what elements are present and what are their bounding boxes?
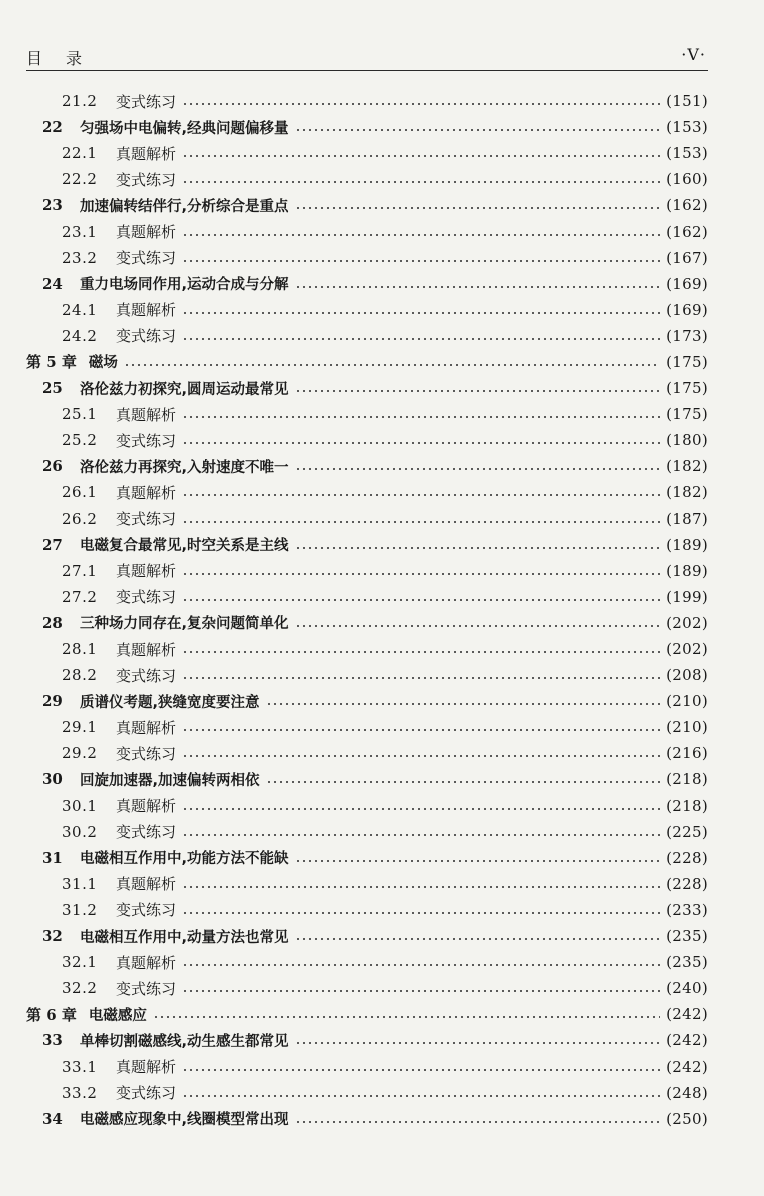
- toc-entry-number: 28: [42, 613, 63, 632]
- toc-entry-title: 变式练习: [116, 170, 177, 189]
- toc-entry-number: 23.1: [62, 222, 98, 241]
- dot-leader: [182, 599, 660, 601]
- toc-entry-page: (162): [666, 222, 708, 241]
- toc-entry-section[interactable]: [26, 740, 708, 766]
- toc-entry-page: (162): [666, 196, 708, 215]
- toc-entry-title: 真题解析: [116, 640, 177, 659]
- dot-leader: [295, 625, 661, 627]
- toc-entry-number: 31.1: [62, 874, 98, 893]
- toc-entry-page: (242): [666, 1005, 708, 1024]
- toc-entry-page: (225): [666, 822, 708, 841]
- toc-entry-section[interactable]: [26, 427, 708, 453]
- toc-entry-title: 真题解析: [116, 483, 177, 502]
- toc-entry-number: 34: [42, 1109, 63, 1128]
- toc-entry-title: 变式练习: [116, 92, 177, 111]
- toc-entry-page: (233): [666, 900, 708, 919]
- toc-entry-number: 23.2: [62, 248, 98, 267]
- toc-entry-title: 真题解析: [116, 405, 177, 424]
- toc-entry-number: 33.1: [62, 1057, 98, 1076]
- toc-entry-title: 真题解析: [116, 953, 177, 972]
- toc-entry-title: 电磁相互作用中,功能方法不能缺: [80, 851, 289, 868]
- toc-entry-title: 变式练习: [116, 744, 177, 763]
- dot-leader: [295, 207, 661, 209]
- toc-entry-number: 22.1: [62, 144, 98, 163]
- toc-entry-page: (202): [666, 613, 708, 632]
- toc-entry-section[interactable]: [26, 166, 708, 192]
- toc-entry-page: (180): [666, 431, 708, 450]
- toc-entry-title: 真题解析: [116, 797, 177, 816]
- page-header: [26, 42, 708, 71]
- dot-leader: [182, 912, 660, 914]
- toc-entry-section[interactable]: [26, 88, 708, 114]
- toc-entry-title: 真题解析: [116, 875, 177, 894]
- toc-entry-topic[interactable]: [26, 532, 708, 558]
- toc-entry-number: 27: [42, 535, 63, 554]
- toc-entry-title: 变式练习: [116, 666, 177, 685]
- toc-entry-section[interactable]: [26, 714, 708, 740]
- toc-entry-number: 32.1: [62, 953, 98, 972]
- header-title-char-1: 目: [26, 49, 45, 68]
- toc-entry-number: 27.1: [62, 561, 98, 580]
- toc-entry-page: (216): [666, 744, 708, 763]
- toc-entry-title: 真题解析: [116, 718, 177, 737]
- toc-entry-number: 21.2: [62, 92, 98, 111]
- toc-entry-page: (242): [666, 1031, 708, 1050]
- dot-leader: [182, 573, 660, 575]
- toc-entry-page: (173): [666, 326, 708, 345]
- dot-leader: [295, 938, 661, 940]
- toc-entry-page: (210): [666, 692, 708, 711]
- toc-entry-page: (218): [666, 770, 708, 789]
- toc-entry-number: 28.1: [62, 640, 98, 659]
- toc-entry-topic[interactable]: [26, 610, 708, 636]
- toc-entry-number: 28.2: [62, 666, 98, 685]
- dot-leader: [182, 442, 660, 444]
- toc-entry-number: 26: [42, 457, 63, 476]
- toc-entry-number: 第 6 章: [26, 1005, 77, 1024]
- toc-entry-page: (210): [666, 718, 708, 737]
- toc-entry-topic[interactable]: [26, 766, 708, 792]
- dot-leader: [295, 468, 661, 470]
- dot-leader: [182, 886, 660, 888]
- toc-entry-number: 32: [42, 927, 63, 946]
- toc-entry-page: (169): [666, 300, 708, 319]
- toc-entry-topic[interactable]: [26, 923, 708, 949]
- toc-entry-page: (182): [666, 457, 708, 476]
- dot-leader: [182, 964, 660, 966]
- toc-entry-title: 变式练习: [116, 327, 177, 346]
- toc-entry-page: (182): [666, 483, 708, 502]
- toc-entry-number: 33.2: [62, 1083, 98, 1102]
- toc-entry-section[interactable]: [26, 897, 708, 923]
- table-of-contents: [26, 88, 708, 1132]
- toc-entry-topic[interactable]: [26, 453, 708, 479]
- toc-entry-section[interactable]: [26, 584, 708, 610]
- toc-entry-page: (187): [666, 509, 708, 528]
- toc-entry-title: 加速偏转结伴行,分析综合是重点: [80, 198, 289, 215]
- dot-leader: [182, 808, 660, 810]
- toc-entry-page: (189): [666, 535, 708, 554]
- toc-entry-number: 25.2: [62, 431, 98, 450]
- toc-entry-title: 回旋加速器,加速偏转两相依: [80, 772, 260, 789]
- toc-entry-title: 单棒切割磁感线,动生感生都常见: [80, 1033, 289, 1050]
- toc-entry-title: 匀强场中电偏转,经典问题偏移量: [80, 120, 289, 137]
- toc-entry-number: 29: [42, 692, 63, 711]
- toc-entry-section[interactable]: [26, 558, 708, 584]
- dot-leader: [295, 1042, 661, 1044]
- toc-entry-page: (175): [666, 352, 708, 371]
- toc-entry-page: (169): [666, 274, 708, 293]
- toc-entry-page: (167): [666, 248, 708, 267]
- dot-leader: [182, 677, 660, 679]
- toc-entry-number: 30.1: [62, 796, 98, 815]
- dot-leader: [182, 234, 660, 236]
- toc-entry-number: 24.1: [62, 300, 98, 319]
- toc-entry-page: (160): [666, 170, 708, 189]
- toc-entry-page: (228): [666, 874, 708, 893]
- dot-leader: [182, 1095, 660, 1097]
- toc-entry-title: 变式练习: [116, 249, 177, 268]
- toc-entry-title: 变式练习: [116, 823, 177, 842]
- toc-entry-title: 真题解析: [116, 562, 177, 581]
- toc-entry-section[interactable]: [26, 297, 708, 323]
- toc-entry-title: 磁场: [88, 355, 118, 372]
- toc-entry-title: 电磁相互作用中,动量方法也常见: [80, 929, 289, 946]
- toc-entry-page: (151): [666, 92, 708, 111]
- toc-entry-number: 30.2: [62, 822, 98, 841]
- toc-entry-section[interactable]: [26, 636, 708, 662]
- toc-entry-number: 25.1: [62, 405, 98, 424]
- toc-entry-page: (208): [666, 666, 708, 685]
- toc-entry-number: 30: [42, 770, 63, 789]
- toc-entry-title: 真题解析: [116, 1058, 177, 1077]
- dot-leader: [182, 416, 660, 418]
- toc-entry-section[interactable]: [26, 479, 708, 505]
- toc-entry-title: 变式练习: [116, 510, 177, 529]
- toc-entry-page: (235): [666, 953, 708, 972]
- dot-leader: [182, 990, 660, 992]
- toc-entry-number: 26.2: [62, 509, 98, 528]
- dot-leader: [295, 860, 661, 862]
- toc-entry-chapter[interactable]: [26, 1001, 708, 1027]
- toc-entry-topic[interactable]: [26, 1027, 708, 1053]
- toc-entry-title: 真题解析: [116, 223, 177, 242]
- dot-leader: [153, 1016, 660, 1018]
- toc-entry-title: 真题解析: [116, 144, 177, 163]
- toc-entry-number: 27.2: [62, 587, 98, 606]
- toc-entry-title: 变式练习: [116, 1084, 177, 1103]
- dot-leader: [266, 703, 661, 705]
- dot-leader: [266, 781, 661, 783]
- toc-entry-page: (175): [666, 405, 708, 424]
- toc-entry-number: 29.1: [62, 718, 98, 737]
- toc-entry-title: 质谱仪考题,狭缝宽度要注意: [80, 694, 260, 711]
- toc-entry-section[interactable]: [26, 218, 708, 244]
- header-title: [26, 46, 84, 69]
- toc-entry-number: 29.2: [62, 744, 98, 763]
- toc-entry-section[interactable]: [26, 819, 708, 845]
- toc-entry-section[interactable]: [26, 793, 708, 819]
- dot-leader: [295, 1121, 661, 1123]
- toc-entry-number: 32.2: [62, 979, 98, 998]
- dot-leader: [182, 312, 660, 314]
- header-page-number: ·Ⅴ·: [681, 45, 706, 64]
- toc-entry-number: 26.1: [62, 483, 98, 502]
- toc-entry-topic[interactable]: [26, 375, 708, 401]
- toc-entry-page: (240): [666, 979, 708, 998]
- dot-leader: [182, 834, 660, 836]
- dot-leader: [295, 547, 661, 549]
- toc-entry-title: 电磁复合最常见,时空关系是主线: [80, 538, 289, 555]
- dot-leader: [295, 390, 661, 392]
- toc-entry-page: (153): [666, 144, 708, 163]
- toc-entry-chapter[interactable]: [26, 349, 708, 375]
- toc-entry-page: (199): [666, 587, 708, 606]
- toc-entry-page: (189): [666, 561, 708, 580]
- dot-leader: [182, 651, 660, 653]
- toc-entry-title: 重力电场同作用,运动合成与分解: [80, 277, 289, 294]
- toc-entry-topic[interactable]: [26, 688, 708, 714]
- toc-entry-title: 电磁感应: [88, 1007, 147, 1024]
- toc-entry-section[interactable]: [26, 323, 708, 349]
- toc-entry-section[interactable]: [26, 140, 708, 166]
- toc-entry-page: (202): [666, 640, 708, 659]
- toc-entry-title: 电磁感应现象中,线圈模型常出现: [80, 1112, 289, 1129]
- toc-entry-title: 变式练习: [116, 431, 177, 450]
- toc-entry-title: 三种场力同存在,复杂问题简单化: [80, 616, 289, 633]
- toc-entry-section[interactable]: [26, 662, 708, 688]
- toc-entry-section[interactable]: [26, 949, 708, 975]
- toc-entry-title: 变式练习: [116, 979, 177, 998]
- toc-entry-topic[interactable]: [26, 114, 708, 140]
- dot-leader: [182, 260, 660, 262]
- toc-entry-number: 22: [42, 118, 63, 137]
- toc-entry-number: 23: [42, 196, 63, 215]
- toc-entry-title: 变式练习: [116, 588, 177, 607]
- toc-entry-page: (218): [666, 796, 708, 815]
- toc-entry-page: (250): [666, 1109, 708, 1128]
- dot-leader: [295, 129, 661, 131]
- toc-entry-number: 31: [42, 848, 63, 867]
- dot-leader: [182, 155, 660, 157]
- header-title-char-2: 录: [66, 49, 85, 68]
- toc-entry-number: 33: [42, 1031, 63, 1050]
- dot-leader: [182, 729, 660, 731]
- toc-entry-topic[interactable]: [26, 1106, 708, 1132]
- dot-leader: [182, 521, 660, 523]
- dot-leader: [182, 338, 660, 340]
- dot-leader: [295, 286, 661, 288]
- dot-leader: [182, 181, 660, 183]
- toc-entry-title: 洛伦兹力初探究,圆周运动最常见: [80, 381, 289, 398]
- toc-entry-topic[interactable]: [26, 192, 708, 218]
- dot-leader: [182, 103, 660, 105]
- toc-entry-section[interactable]: [26, 401, 708, 427]
- toc-entry-number: 24: [42, 274, 63, 293]
- dot-leader: [182, 755, 660, 757]
- toc-entry-title: 洛伦兹力再探究,入射速度不唯一: [80, 459, 289, 476]
- toc-entry-number: 31.2: [62, 900, 98, 919]
- dot-leader: [124, 364, 660, 366]
- toc-entry-page: (153): [666, 118, 708, 137]
- toc-entry-section[interactable]: [26, 1080, 708, 1106]
- toc-entry-topic[interactable]: [26, 271, 708, 297]
- toc-entry-page: (235): [666, 927, 708, 946]
- toc-entry-number: 24.2: [62, 326, 98, 345]
- toc-entry-number: 22.2: [62, 170, 98, 189]
- toc-entry-page: (175): [666, 379, 708, 398]
- toc-entry-number: 第 5 章: [26, 353, 77, 372]
- toc-entry-topic[interactable]: [26, 845, 708, 871]
- toc-entry-number: 25: [42, 379, 63, 398]
- toc-entry-page: (228): [666, 848, 708, 867]
- toc-entry-section[interactable]: [26, 245, 708, 271]
- dot-leader: [182, 1069, 660, 1071]
- toc-entry-page: (242): [666, 1057, 708, 1076]
- toc-entry-title: 变式练习: [116, 901, 177, 920]
- toc-entry-page: (248): [666, 1083, 708, 1102]
- toc-entry-section[interactable]: [26, 871, 708, 897]
- toc-entry-section[interactable]: [26, 975, 708, 1001]
- toc-entry-title: 真题解析: [116, 301, 177, 320]
- toc-entry-section[interactable]: [26, 506, 708, 532]
- dot-leader: [182, 494, 660, 496]
- toc-entry-section[interactable]: [26, 1053, 708, 1079]
